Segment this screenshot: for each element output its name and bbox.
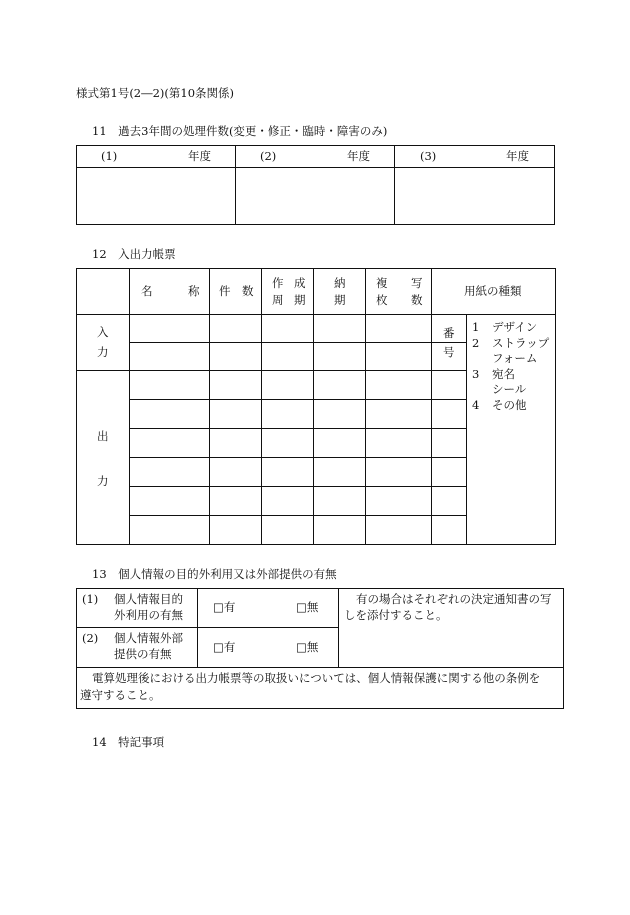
year-1-count-field[interactable] bbox=[77, 168, 235, 224]
io-forms-table bbox=[76, 268, 556, 545]
header-copy-2: 写 bbox=[411, 276, 423, 290]
year-1-label: 年度 bbox=[188, 149, 211, 163]
output-label-2: 力 bbox=[97, 474, 109, 488]
header-due-2: 期 bbox=[334, 293, 346, 307]
number-label-1: 番 bbox=[443, 326, 455, 340]
row1-label-2: 外利用の有無 bbox=[114, 608, 183, 622]
attachment-note-1: 有の場合はそれぞれの決定通知書の写 bbox=[356, 592, 552, 606]
personal-info-table bbox=[76, 588, 564, 709]
paper-type-item: 2 ストラップ bbox=[472, 335, 550, 350]
row2-label-2: 提供の有無 bbox=[114, 647, 172, 661]
form-number: 様式第1号(2―2)(第10条関係) bbox=[76, 86, 235, 100]
header-count-1: 件 bbox=[219, 284, 231, 298]
section-13-title: 13 個人情報の目的外利用又は外部提供の有無 bbox=[92, 567, 337, 581]
section-11-title: 11 過去3年間の処理件数(変更・修正・臨時・障害のみ) bbox=[92, 124, 388, 138]
year-2-label: 年度 bbox=[347, 149, 370, 163]
header-cycle-4: 期 bbox=[294, 293, 306, 307]
paper-type-item: 1 デザイン bbox=[472, 320, 538, 334]
row2-number: (2) bbox=[82, 631, 99, 645]
year-3-count-field[interactable] bbox=[395, 168, 554, 224]
header-count-2: 数 bbox=[242, 284, 254, 298]
number-label-2: 号 bbox=[443, 345, 455, 359]
header-cycle-2: 成 bbox=[294, 276, 306, 290]
section-14-title: 14 特記事項 bbox=[92, 735, 165, 749]
year-1-number: (1) bbox=[101, 149, 118, 163]
paper-type-item-cont: シール bbox=[492, 382, 527, 396]
row1-number: (1) bbox=[82, 592, 99, 606]
header-copy-4: 数 bbox=[411, 293, 423, 307]
row1-no-checkbox[interactable]: □無 bbox=[296, 600, 319, 614]
section-12-title: 12 入出力帳票 bbox=[92, 247, 176, 261]
header-paper-type: 用紙の種類 bbox=[464, 284, 522, 298]
year-2-count-field[interactable] bbox=[236, 168, 394, 224]
compliance-note-2: 遵守すること。 bbox=[80, 688, 161, 702]
header-copy-1: 複 bbox=[376, 276, 388, 290]
header-due-1: 納 bbox=[334, 276, 346, 290]
attachment-note-2: しを添付すること。 bbox=[344, 608, 448, 622]
output-label-1: 出 bbox=[97, 429, 109, 443]
input-label-2: 力 bbox=[97, 345, 109, 359]
header-name-2: 称 bbox=[188, 284, 200, 298]
header-cycle-3: 周 bbox=[272, 293, 284, 307]
processing-count-table bbox=[76, 145, 555, 225]
year-2-number: (2) bbox=[260, 149, 277, 163]
paper-type-list bbox=[472, 320, 554, 413]
header-cycle-1: 作 bbox=[272, 276, 284, 290]
row2-label-1: 個人情報外部 bbox=[114, 631, 183, 645]
header-name-1: 名 bbox=[141, 284, 153, 298]
paper-type-item-cont: フォーム bbox=[492, 351, 538, 365]
row2-no-checkbox[interactable]: □無 bbox=[296, 640, 319, 654]
year-3-label: 年度 bbox=[506, 149, 529, 163]
paper-type-item: 3 宛名 bbox=[472, 366, 515, 381]
year-3-number: (3) bbox=[420, 149, 437, 163]
row2-yes-checkbox[interactable]: □有 bbox=[213, 640, 236, 654]
row1-label-1: 個人情報目的 bbox=[114, 592, 183, 606]
paper-type-item: 4 その他 bbox=[472, 397, 527, 412]
compliance-note-1: 電算処理後における出力帳票等の取扱いについては、個人情報保護に関する他の条例を bbox=[92, 671, 541, 685]
row1-yes-checkbox[interactable]: □有 bbox=[213, 600, 236, 614]
header-copy-3: 枚 bbox=[376, 293, 388, 307]
input-label-1: 入 bbox=[97, 325, 109, 339]
